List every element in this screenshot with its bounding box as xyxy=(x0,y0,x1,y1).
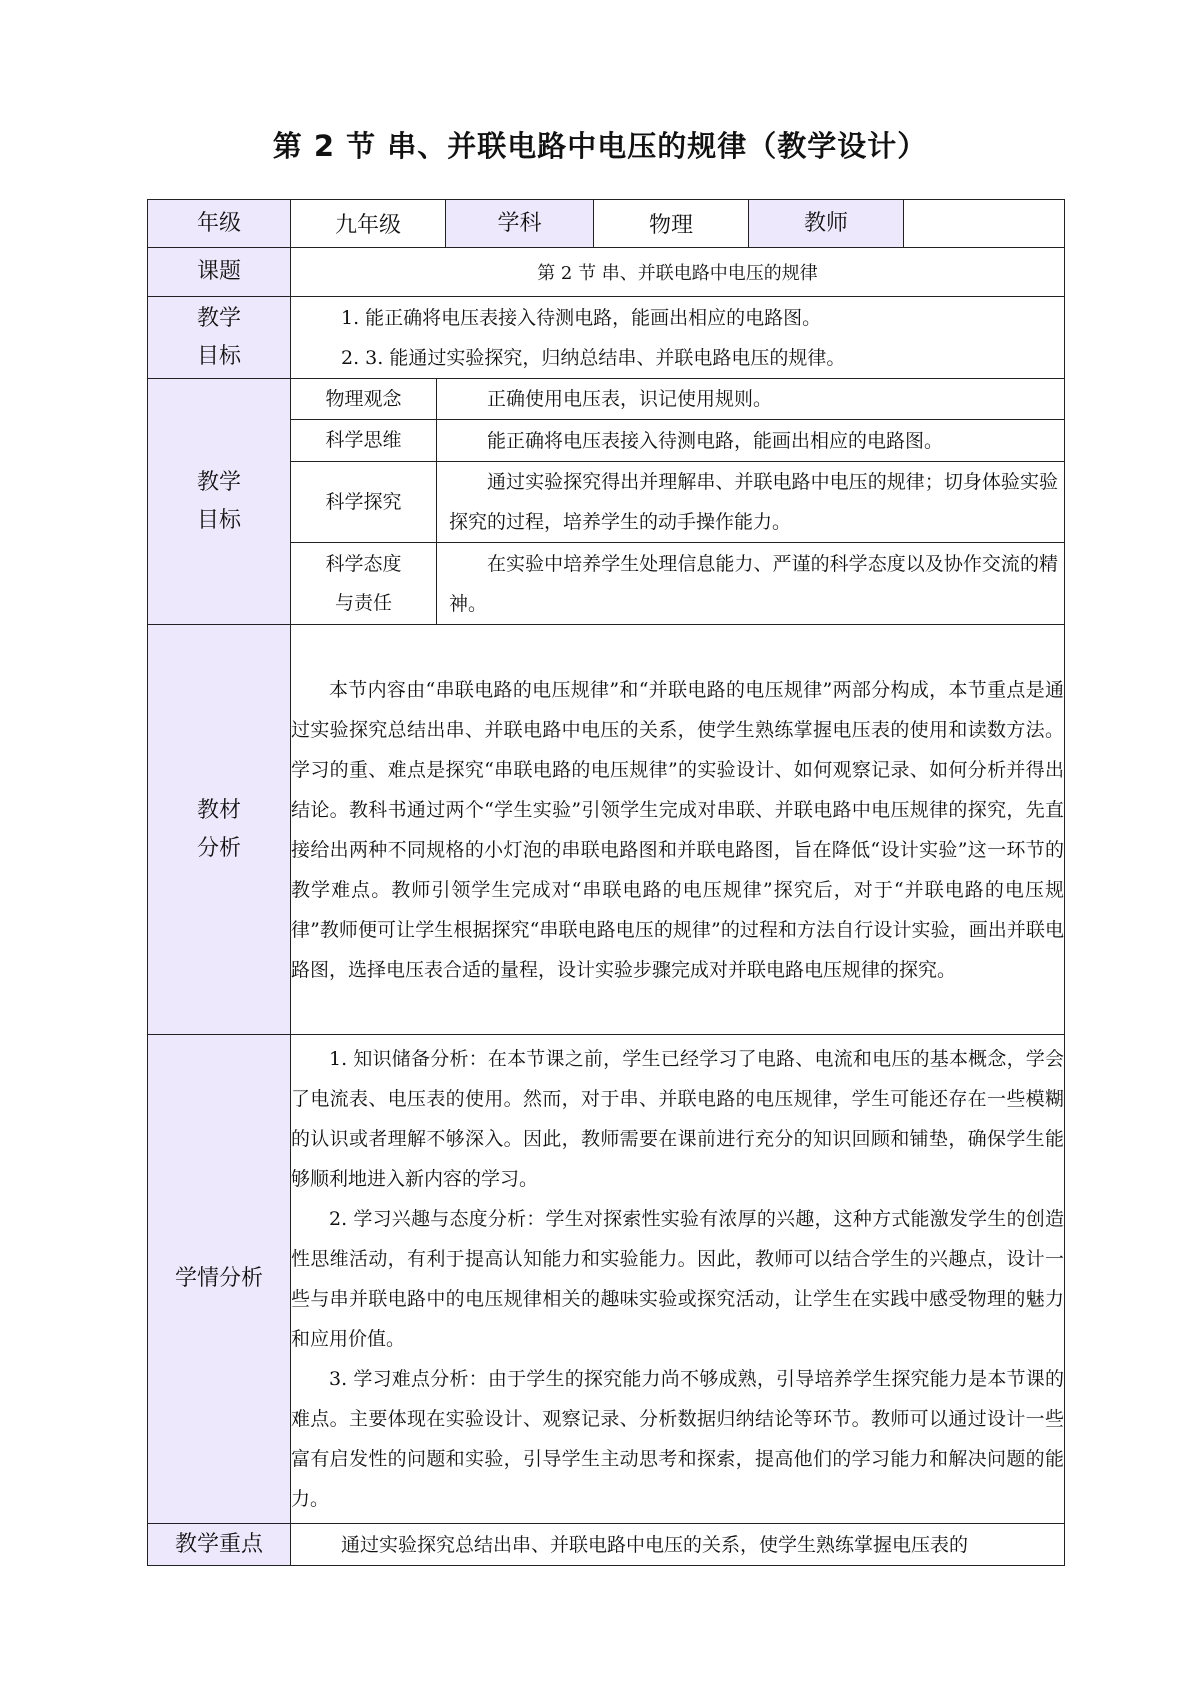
competency-text xyxy=(437,543,1065,625)
topic-row xyxy=(148,248,1065,297)
competency-name xyxy=(291,543,437,625)
competency-text xyxy=(437,420,1065,462)
competencies-label xyxy=(148,379,291,625)
key-point-label: 教学重点 xyxy=(148,1524,291,1566)
grade-value: 九年级 xyxy=(291,200,446,248)
lesson-plan-table xyxy=(147,199,1065,1566)
learners-label: 学情分析 xyxy=(148,1035,291,1524)
learner-paragraph: 2. 学习兴趣与态度分析：学生对探索性实验有浓厚的兴趣，这种方式能激发学生的创造性思维活动，有利于提高认知能力和实验能力。因此，教师可以结合学生的兴趣点，设计一些与串并联电路中的电压规律相关的趣味实验或探究活动，让学生在实践中感受物理的魅力和应用价值。 xyxy=(291,1208,1065,1350)
material-label-line1: 教材 xyxy=(196,797,241,823)
competency-text-line: 正确使用电压表，识记使用规则。 xyxy=(487,388,773,410)
competency-name-line1: 科学态度 xyxy=(325,552,402,575)
competency-text-line: 通过实验探究得出并理解串、并联电路中电压的规律；切身体验实验探究的过程，培养学生的动手操作能力。 xyxy=(449,471,1059,533)
competencies-label-line1: 教学 xyxy=(196,469,241,495)
learners-row xyxy=(148,1035,1065,1524)
topic-value: 第 2 节 串、并联电路中电压的规律 xyxy=(291,248,1065,297)
objectives-label-line2: 目标 xyxy=(196,343,241,369)
learner-paragraph: 3. 学习难点分析：由于学生的探究能力尚不够成熟，引导培养学生探究能力是本节课的难点。主要体现在实验设计、观察记录、分析数据归纳结论等环节。教师可以通过设计一些富有启发性的问题和实验，引导学生主动思考和探索，提高他们的学习能力和解决问题的能力。 xyxy=(291,1368,1065,1510)
competency-text-line: 能正确将电压表接入待测电路，能画出相应的电路图。 xyxy=(487,429,944,452)
key-point-content xyxy=(291,1524,1065,1566)
material-content xyxy=(291,625,1065,1035)
objectives-label xyxy=(148,297,291,379)
competency-name-line2: 与责任 xyxy=(334,591,392,614)
objectives-label-line1: 教学 xyxy=(196,305,241,331)
material-row xyxy=(148,625,1065,1035)
objectives-row xyxy=(148,297,1065,379)
material-label-line2: 分析 xyxy=(196,835,241,861)
grade-label: 年级 xyxy=(148,200,291,248)
teacher-value xyxy=(904,200,1065,248)
document-title: 第 2 节 串、并联电路中电压的规律（教学设计） xyxy=(272,129,928,163)
competency-name: 科学思维 xyxy=(291,420,437,462)
subject-label: 学科 xyxy=(446,200,594,248)
teacher-label: 教师 xyxy=(749,200,904,248)
competency-name: 科学探究 xyxy=(291,462,437,543)
subject-value: 物理 xyxy=(594,200,749,248)
competency-text xyxy=(437,379,1065,420)
competencies-label-line2: 目标 xyxy=(196,507,241,533)
key-point-row xyxy=(148,1524,1065,1566)
material-label xyxy=(148,625,291,1035)
objective-item: 2. 3. 能通过实验探究，归纳总结串、并联电路电压的规律。 xyxy=(341,346,846,369)
competency-text-line: 在实验中培养学生处理信息能力、严谨的科学态度以及协作交流的精神。 xyxy=(449,552,1059,615)
topic-label: 课题 xyxy=(148,248,291,297)
competency-text xyxy=(437,462,1065,543)
objective-item: 1. 能正确将电压表接入待测电路，能画出相应的电路图。 xyxy=(341,306,822,329)
material-paragraph: 本节内容由“串联电路的电压规律”和“并联电路的电压规律”两部分构成，本节重点是通过实验探究总结出串、并联电路中电压的关系，使学生熟练掌握电压表的使用和读数方法。学习的重、难点是探究“串联电路的电压规律”的实验设计、如何观察记录、如何分析并得出结论。教科书通过两个“学生实验”引领学生完成对串联、并联电路中电压规律的探究，先直接给出两种不同规格的小灯泡的串联电路图和并联电路图，旨在降低“设计实验”这一环节的教学难点。教师引领学生完成对“串联电路的电压规律”探究后，对于“并联电路的电压规律”教师便可让学生根据探究“串联电路电压的规律”的过程和方法自行设计实验，画出并联电路图，选择电压表合适的量程，设计实验步骤完成对并联电路电压规律的探究。 xyxy=(291,678,1065,981)
objectives-content xyxy=(291,297,1065,379)
learner-paragraph: 1. 知识储备分析：在本节课之前，学生已经学习了电路、电流和电压的基本概念，学会了电流表、电压表的使用。然而，对于串、并联电路的电压规律，学生可能还存在一些模糊的认识或者理解不够深入。因此，教师需要在课前进行充分的知识回顾和铺垫，确保学生能够顺利地进入新内容的学习。 xyxy=(291,1048,1065,1190)
learners-content xyxy=(291,1035,1065,1524)
key-point-text: 通过实验探究总结出串、并联电路中电压的关系，使学生熟练掌握电压表的 xyxy=(341,1533,969,1556)
competency-row xyxy=(148,379,1065,420)
competency-name: 物理观念 xyxy=(291,379,437,420)
header-row xyxy=(148,200,1065,248)
